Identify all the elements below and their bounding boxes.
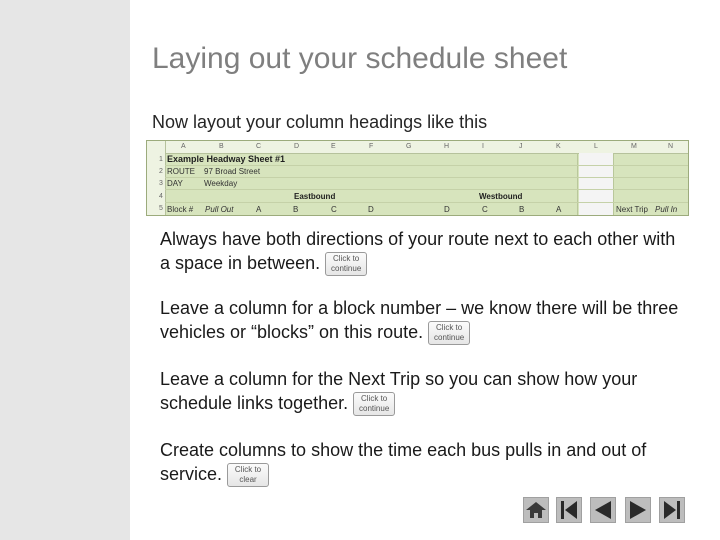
divider-line: [613, 153, 614, 216]
instruction-text: Leave a column for a block number – we know there will be three vehicles or “blocks” on this route.: [160, 298, 679, 342]
column-heading: Next Trip: [616, 205, 649, 214]
eastbound-label: Eastbound: [294, 192, 336, 201]
column-letter: L: [594, 143, 598, 150]
column-letter: D: [294, 143, 300, 150]
instruction-text: Always have both directions of your route next to each other with a space in between.: [160, 229, 676, 273]
home-icon: [524, 498, 548, 522]
column-letter: A: [181, 143, 186, 150]
slide-title: Laying out your schedule sheet: [152, 42, 568, 75]
slide-subtitle: Now layout your column headings like this: [152, 112, 488, 132]
instruction-paragraph: [160, 367, 680, 416]
row-line: [165, 165, 689, 166]
first-slide-button[interactable]: [556, 497, 582, 523]
day-value: Weekday: [204, 179, 238, 188]
instruction-text: Leave a column for the Next Trip so you can show how your schedule links together.: [160, 369, 638, 413]
column-heading: C: [331, 205, 337, 214]
previous-slide-button[interactable]: [590, 497, 616, 523]
column-letter: E: [331, 143, 336, 150]
spacer-column: [579, 153, 613, 216]
column-heading: Pull Out: [205, 205, 234, 214]
column-heading: Pull In: [655, 205, 678, 214]
column-letter: C: [256, 143, 262, 150]
row-number: 5: [159, 205, 163, 212]
instruction-text: Create columns to show the time each bus pulls in and out of service.: [160, 440, 647, 484]
left-sidebar-band: [0, 0, 130, 540]
column-letter: J: [519, 143, 523, 150]
divider-line: [577, 153, 578, 216]
column-heading: Block #: [167, 205, 194, 214]
instruction-paragraph: [160, 438, 680, 487]
instruction-paragraph: [160, 296, 680, 345]
column-letter: F: [369, 143, 374, 150]
spreadsheet-image: [146, 140, 689, 216]
column-letter: M: [631, 143, 637, 150]
column-letter: G: [406, 143, 412, 150]
column-heading: A: [556, 205, 562, 214]
last-slide-icon: [660, 498, 684, 522]
continue-button[interactable]: Click to continue: [353, 392, 395, 416]
instruction-paragraph: [160, 227, 680, 276]
home-button[interactable]: [523, 497, 549, 523]
route-value: 97 Broad Street: [204, 167, 261, 176]
row-line: [165, 177, 689, 178]
previous-slide-icon: [591, 498, 615, 522]
row-line: [165, 189, 689, 190]
column-heading: D: [444, 205, 450, 214]
next-slide-icon: [626, 498, 650, 522]
row-number: 4: [159, 193, 163, 200]
route-label: ROUTE: [167, 167, 195, 176]
column-letter: K: [556, 143, 561, 150]
row-number: 3: [159, 180, 163, 187]
column-letter: B: [219, 143, 224, 150]
sheet-heading: Example Headway Sheet #1: [167, 154, 286, 164]
column-letter: I: [482, 143, 484, 150]
continue-button[interactable]: Click to continue: [325, 252, 367, 276]
column-letter: N: [668, 143, 674, 150]
last-slide-button[interactable]: [659, 497, 685, 523]
row-line: [165, 202, 689, 203]
continue-button[interactable]: Click to continue: [428, 321, 470, 345]
column-letter: H: [444, 143, 450, 150]
next-slide-button[interactable]: [625, 497, 651, 523]
first-slide-icon: [557, 498, 581, 522]
row-header-column: [147, 141, 166, 216]
row-number: 1: [159, 156, 163, 163]
day-label: DAY: [167, 179, 183, 188]
column-heading: C: [482, 205, 488, 214]
column-heading: D: [368, 205, 374, 214]
column-heading: A: [256, 205, 262, 214]
row-number: 2: [159, 168, 163, 175]
westbound-label: Westbound: [479, 192, 523, 201]
column-heading: B: [293, 205, 299, 214]
clear-button[interactable]: Click to clear: [227, 463, 269, 487]
column-heading: B: [519, 205, 525, 214]
